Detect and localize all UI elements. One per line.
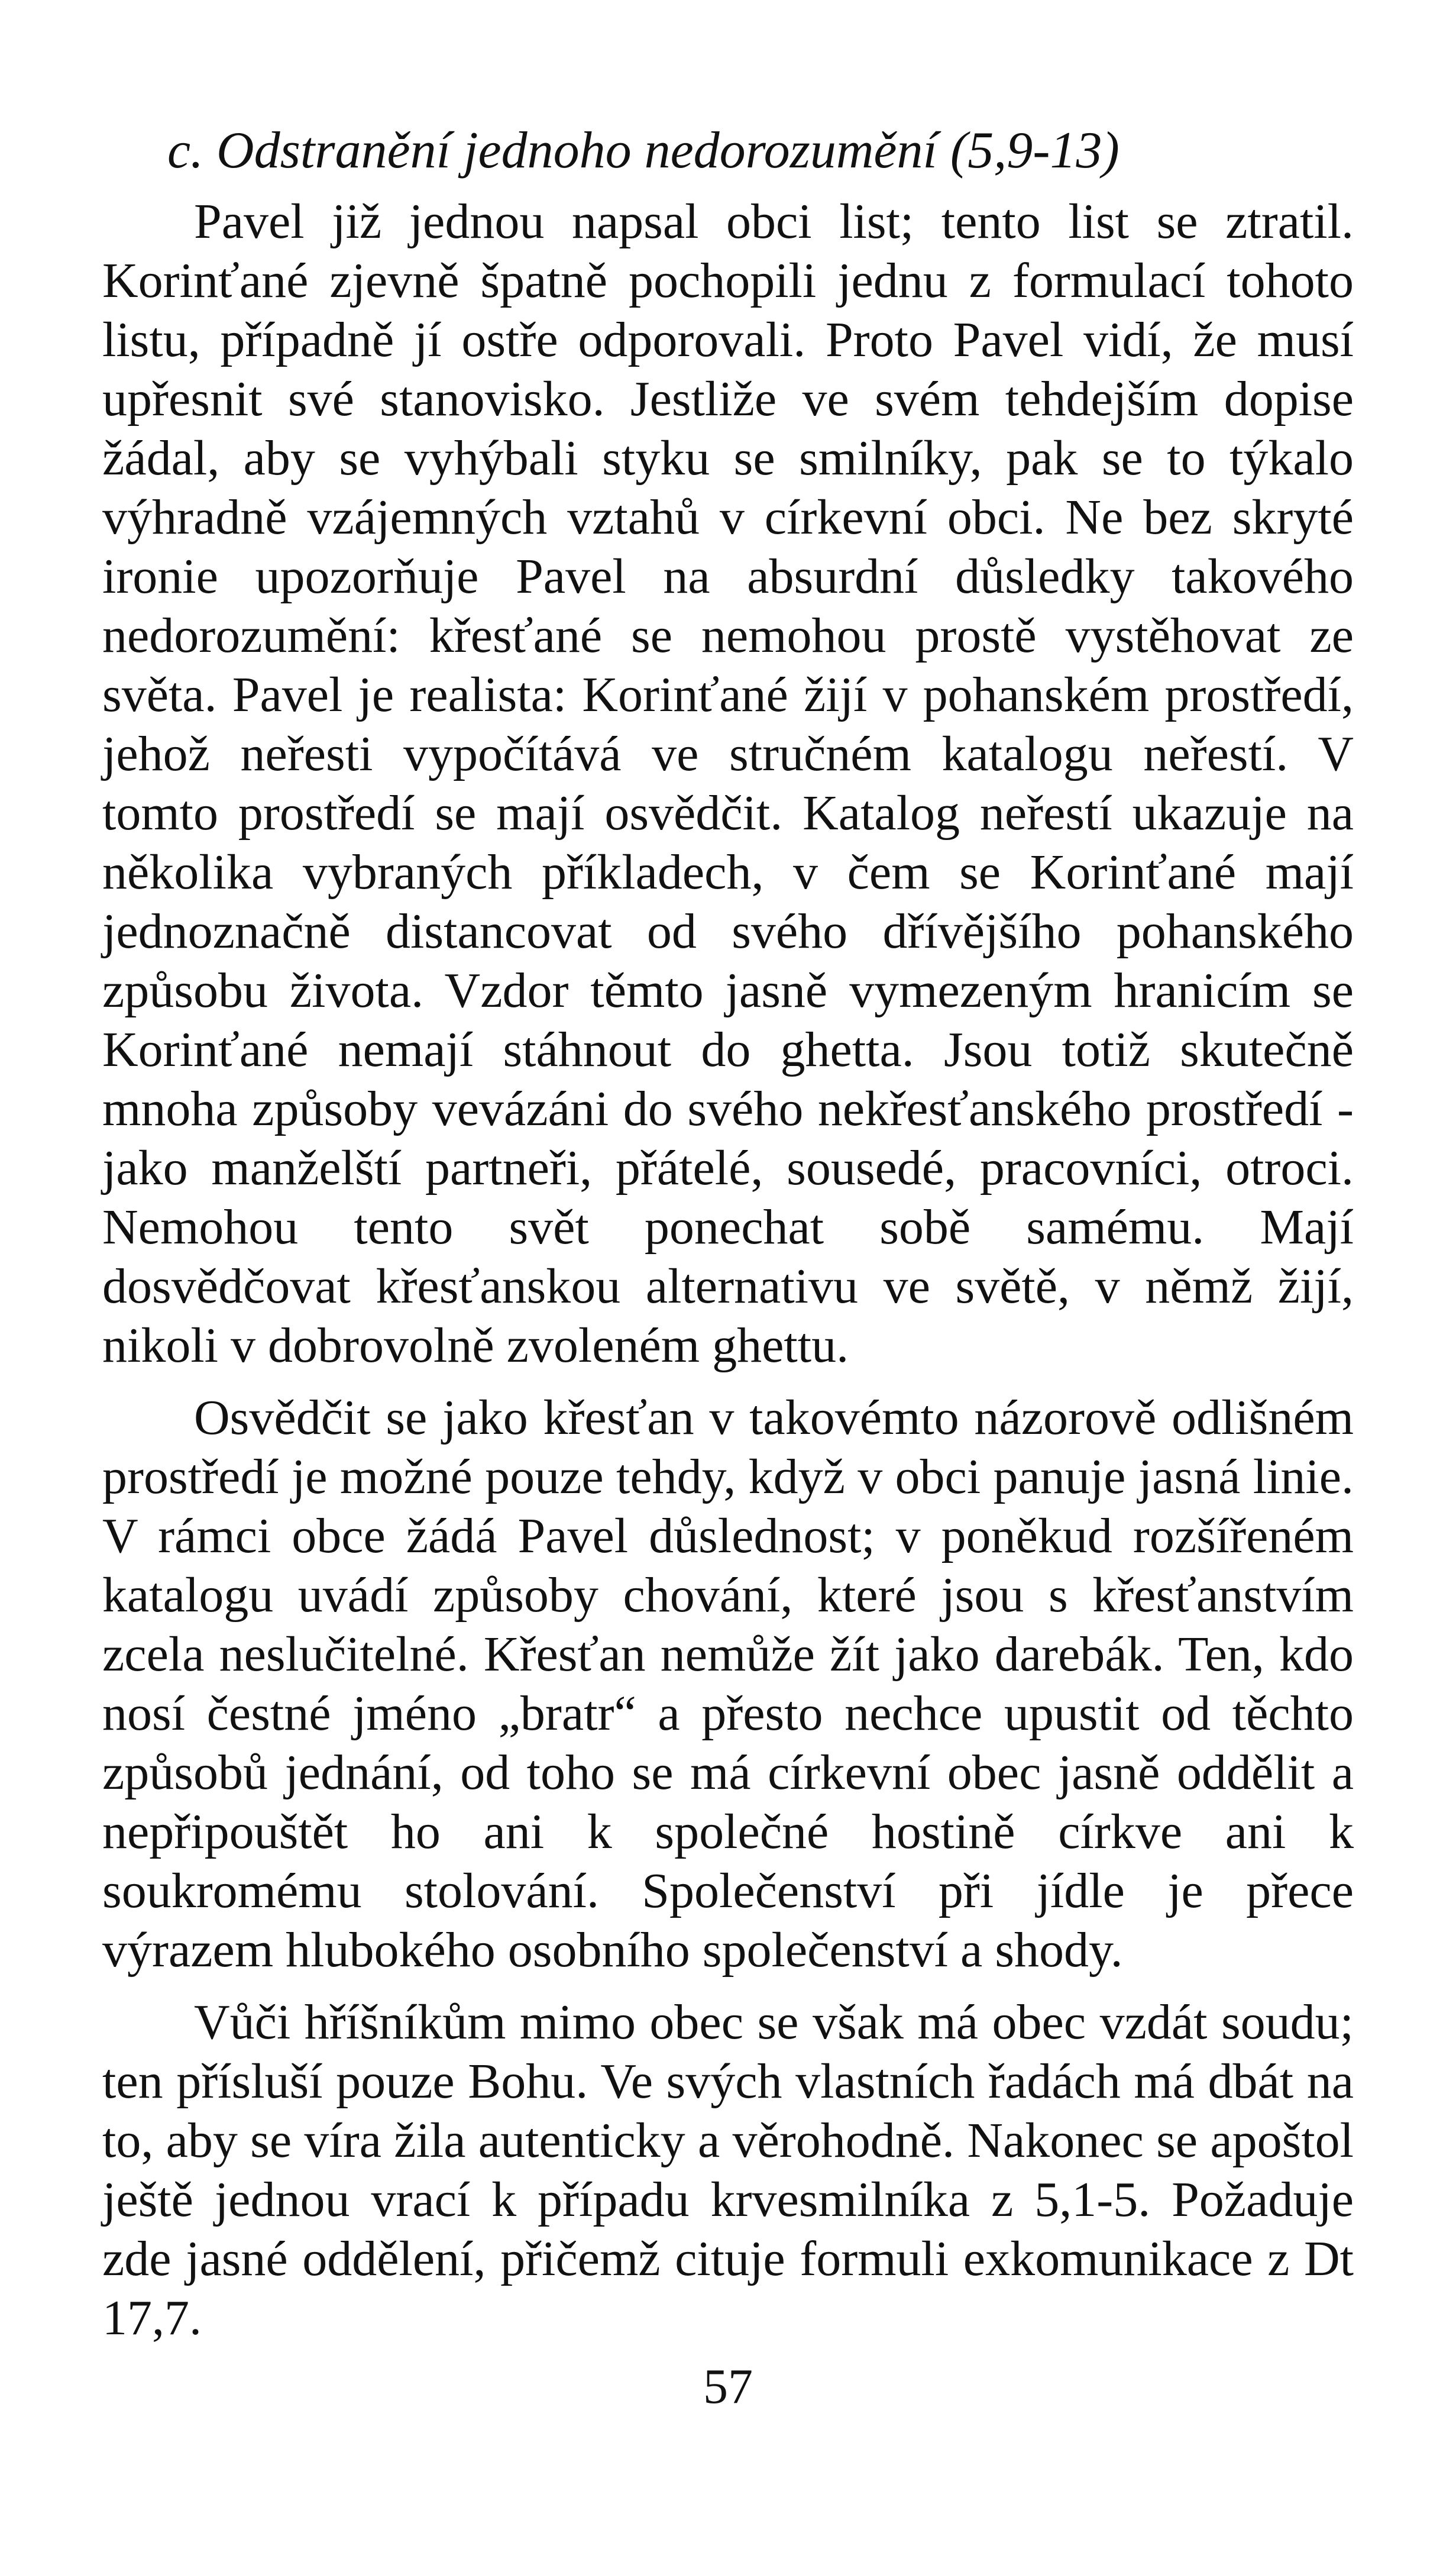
paragraph-3: Vůči hříšníkům mimo obec se však má obec vzdát soudu; ten přísluší pouze Bohu. Ve svých vlastních řadách má dbát na to, aby se víra žila autenticky a věrohodně. Nakonec se apoštol ještě jednou vrací k případu krvesmilníka z 5,1-5. Požaduje zde jasné oddělení, přičemž cituje formuli exkomunikace z Dt 17,7. — [102, 1995, 1354, 2345]
page-number: 57 — [703, 2359, 753, 2414]
page-content — [102, 121, 1354, 2348]
paragraph-1: Pavel již jednou napsal obci list; tento list se ztratil. Korinťané zjevně špatně pochopili jednu z formulací tohoto listu, případně jí ostře odporovali. Proto Pavel vidí, že musí upřesnit své stanovisko. Jestliže ve svém tehdejším dopise žádal, aby se vyhýbali styku se smilníky, pak se to týkalo výhradně vzájemných vztahů v církevní obci. Ne bez skryté ironie upozorňuje Pavel na absurdní důsledky takového nedorozumění: křesťané se nemohou prostě vystěhovat ze světa. Pavel je realista: Korinťané žijí v pohanském prostředí, jehož neřesti vypočítává ve stručném katalogu neřestí. V tomto prostředí se mají osvědčit. Katalog neřestí ukazuje na několika vybraných příkladech, v čem se Korinťané mají jednoznačně distancovat od svého dřívějšího pohanského způsobu života. Vzdor těmto jasně vymezeným hranicím se Korinťané nemají stáhnout do ghetta. Jsou totiž skutečně mnoha způsoby vevázáni do svého nekřesťanského prostředí - jako manželští partneři, přátelé, sousedé, pracovníci, otroci. Nemohou tento svět ponechat sobě samému. Mají dosvědčovat křesťanskou alternativu ve světě, v němž žijí, nikoli v dobrovolně zvoleném ghettu. — [102, 194, 1354, 1373]
paragraph-2: Osvědčit se jako křesťan v takovémto názorově odlišném prostředí je možné pouze tehdy, když v obci panuje jasná linie. V rámci obce žádá Pavel důslednost; v poněkud rozšířeném katalogu uvádí způsoby chování, které jsou s křesťanstvím zcela neslučitelné. Křesťan nemůže žít jako darebák. Ten, kdo nosí čestné jméno „bratr“ a přesto nechce upustit od těchto způsobů jednání, od toho se má církevní obec jasně oddělit a nepřipouštět ho ani k společné hostině církve ani k soukromému stolování. Společenství při jídle je přece výrazem hlubokého osobního společenství a shody. — [102, 1390, 1354, 1978]
section-heading: c. Odstranění jednoho nedorozumění (5,9-13) — [167, 122, 1119, 179]
